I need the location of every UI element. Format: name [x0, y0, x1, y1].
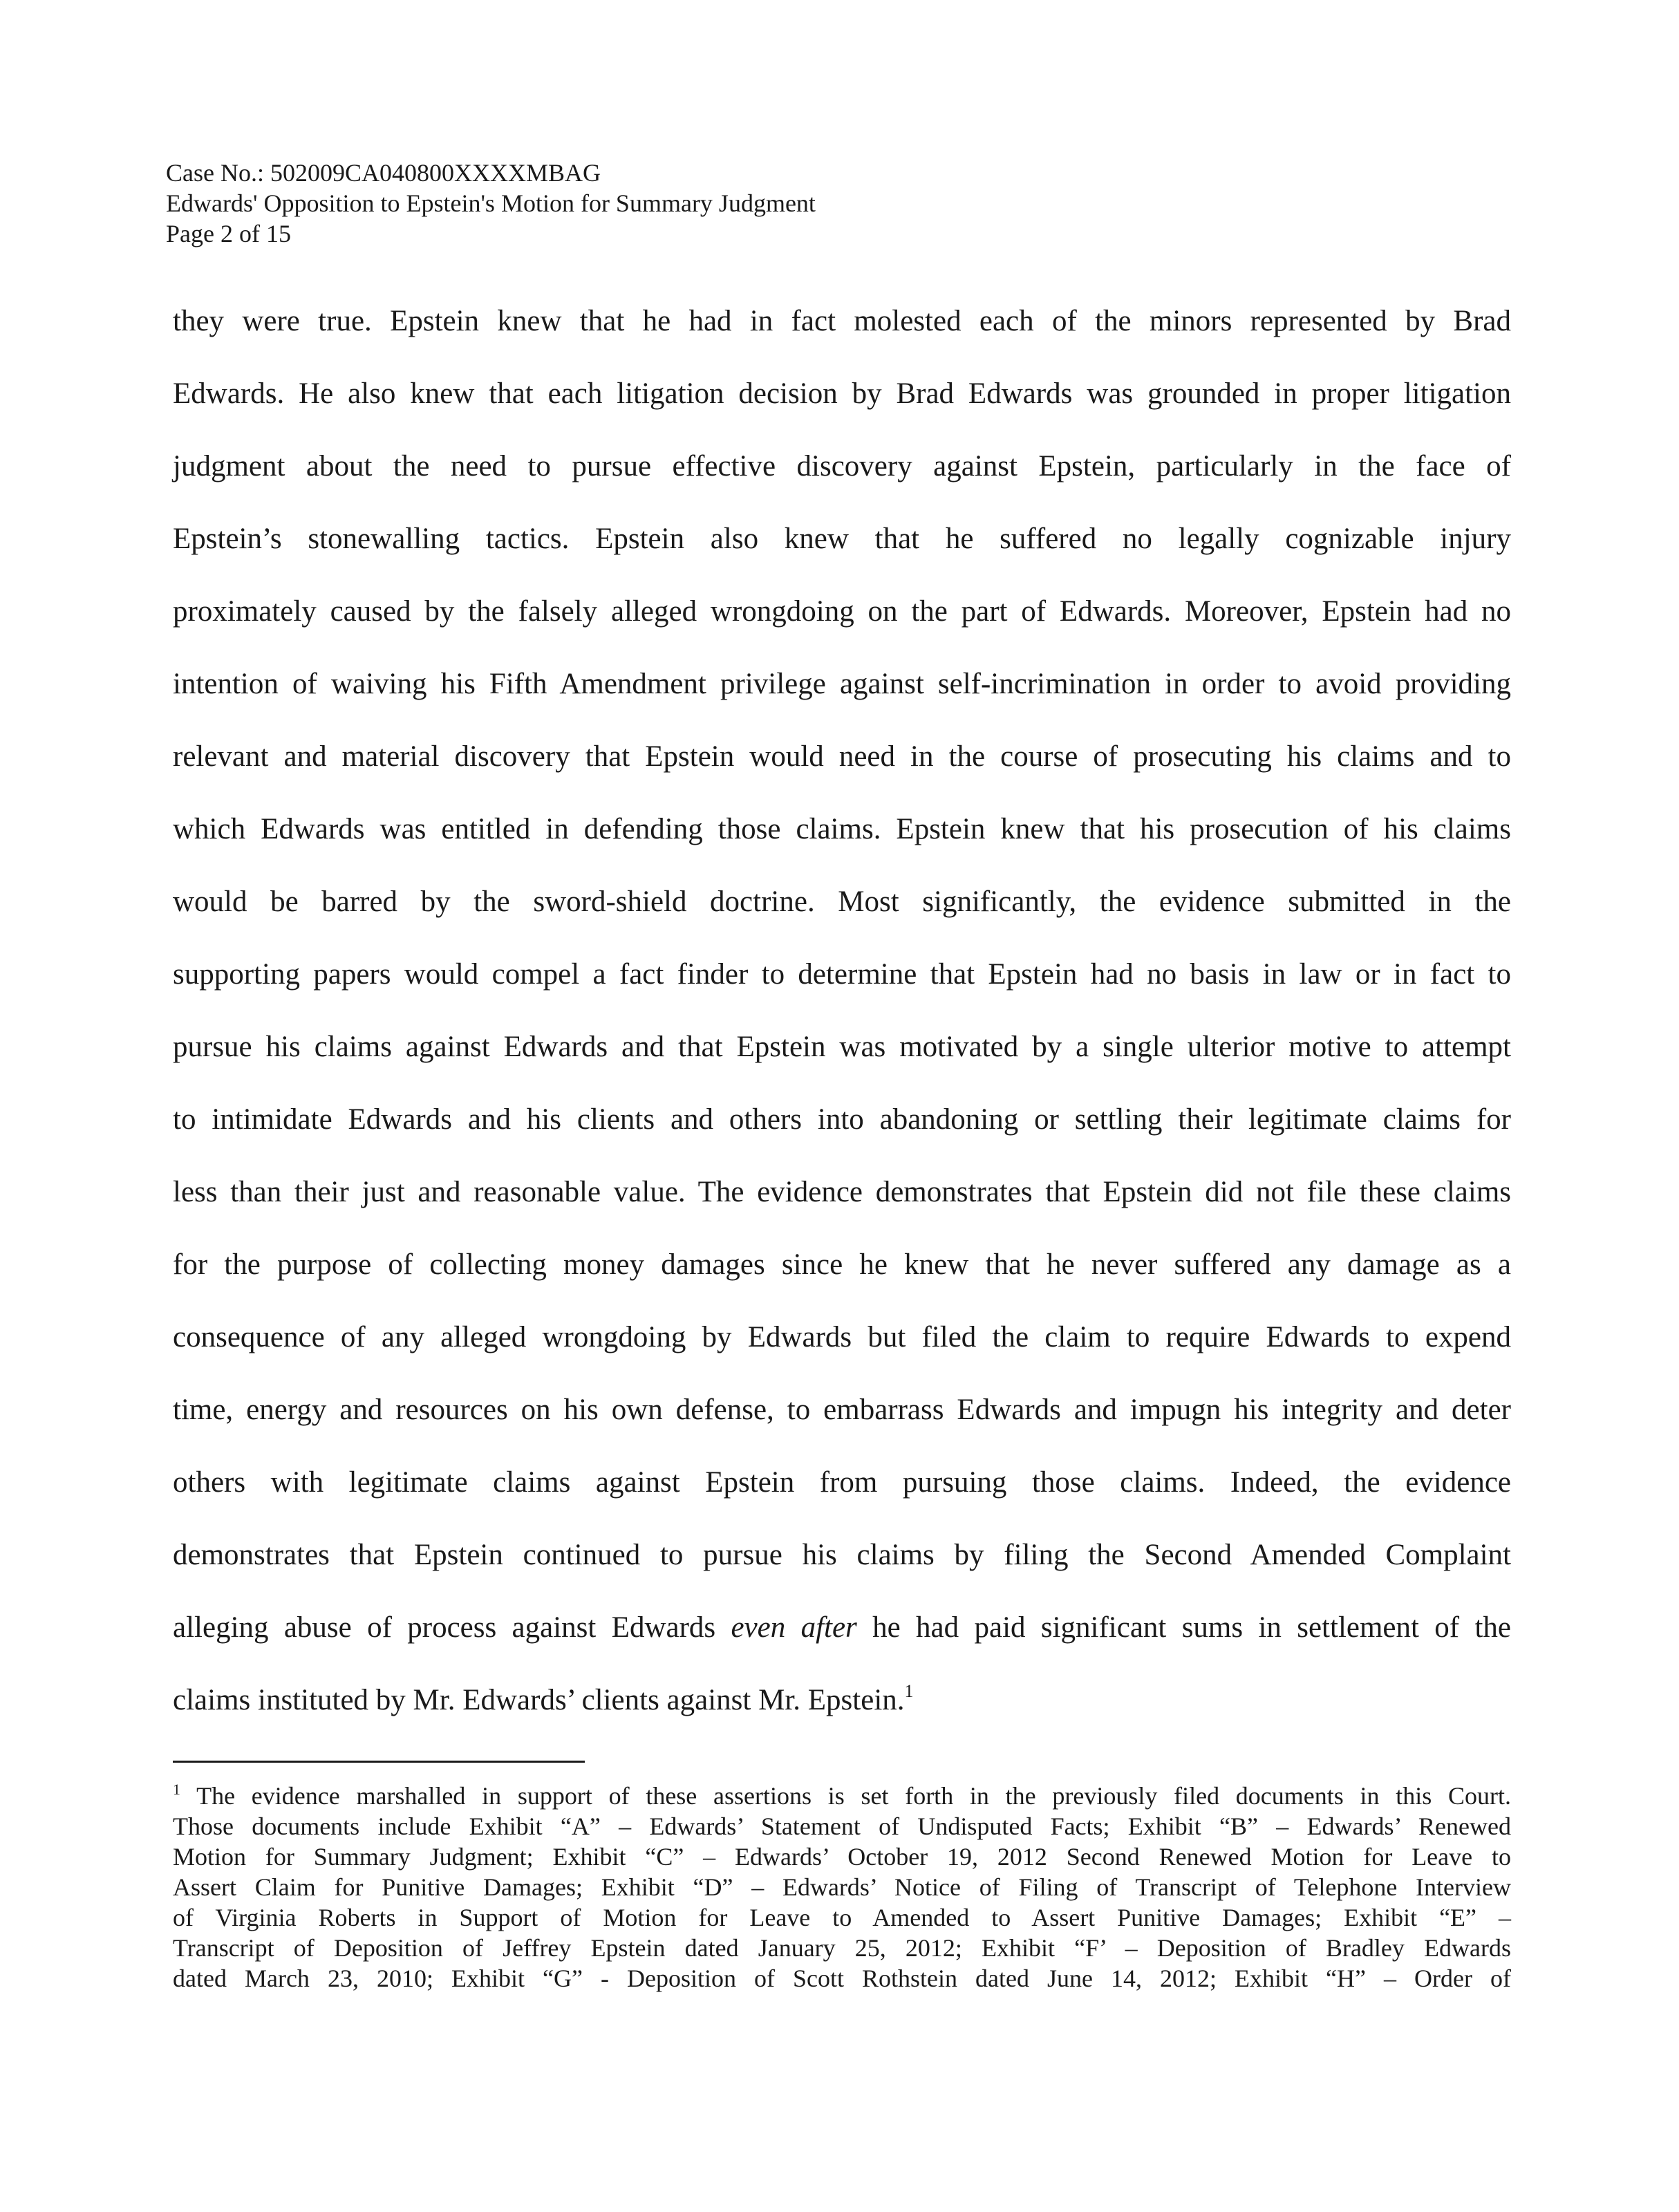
body-line: for the purpose of collecting money damages since he knew that he never suffered any damage as a [173, 1248, 1511, 1281]
body-line: others with legitimate claims against Epstein from pursuing those claims. Indeed, the evidence [173, 1466, 1511, 1499]
footnote-line: of Virginia Roberts in Support of Motion for Leave to Amended to Assert Punitive Damages; Exhibit “E” – [173, 1904, 1511, 1931]
footnote-line: Assert Claim for Punitive Damages; Exhibit “D” – Edwards’ Notice of Filing of Transcript of Telephone Interview [173, 1873, 1511, 1901]
footnote [173, 1781, 1511, 1994]
body-line: Edwards. He also knew that each litigation decision by Brad Edwards was grounded in proper litigation [173, 377, 1511, 410]
body-line: pursue his claims against Edwards and that Epstein was motivated by a single ulterior motive to attempt [173, 1031, 1511, 1063]
body-line: they were true. Epstein knew that he had in fact molested each of the minors represented by Brad [173, 305, 1511, 337]
footnote-reference[interactable]: 1 [904, 1681, 914, 1701]
body-line: to intimidate Edwards and his clients and others into abandoning or settling their legitimate claims for [173, 1103, 1511, 1136]
body-text-segment: claims instituted by Mr. Edwards’ clients against Mr. Epstein. [173, 1684, 905, 1716]
document-title: Edwards' Opposition to Epstein's Motion for Summary Judgment [166, 189, 816, 217]
body-line: intention of waiving his Fifth Amendment privilege against self-incrimination in order to avoid providing [173, 668, 1511, 700]
page-header [166, 158, 816, 249]
footnote-line: Transcript of Deposition of Jeffrey Epstein dated January 25, 2012; Exhibit “F’ – Deposition of Bradley Edwards [173, 1934, 1511, 1962]
body-line: Epstein’s stonewalling tactics. Epstein also knew that he suffered no legally cognizable injury [173, 523, 1511, 555]
body-line: judgment about the need to pursue effective discovery against Epstein, particularly in the face of [173, 450, 1511, 482]
body-paragraph [173, 285, 1511, 1736]
body-line: which Edwards was entitled in defending those claims. Epstein knew that his prosecution of his claims [173, 813, 1511, 845]
page-number: Page 2 of 15 [166, 220, 291, 247]
footnote-marker: 1 [173, 1781, 180, 1798]
body-line: proximately caused by the falsely alleged wrongdoing on the part of Edwards. Moreover, Epstein had no [173, 595, 1511, 628]
emphasis-text: even after [731, 1611, 857, 1644]
body-line-final [173, 1664, 1511, 1736]
body-line: time, energy and resources on his own defense, to embarrass Edwards and impugn his integrity and deter [173, 1394, 1511, 1426]
body-text-segment: alleging abuse of process against Edwards [173, 1611, 731, 1644]
body-line: relevant and material discovery that Epstein would need in the course of prosecuting his claims and to [173, 740, 1511, 773]
body-line: consequence of any alleged wrongdoing by Edwards but filed the claim to require Edwards to expend [173, 1321, 1511, 1353]
footnote-line [173, 1781, 1511, 1811]
body-line: demonstrates that Epstein continued to pursue his claims by filing the Second Amended Complaint [173, 1539, 1511, 1571]
body-line-emphasis [173, 1591, 1511, 1664]
body-line: would be barred by the sword-shield doctrine. Most significantly, the evidence submitted in the [173, 885, 1511, 918]
footnote-line: dated March 23, 2010; Exhibit “G” - Deposition of Scott Rothstein dated June 14, 2012; Exhibit “H” – Order of [173, 1965, 1511, 1992]
body-text-segment: he had paid significant sums in settlement of the [856, 1611, 1511, 1644]
body-line: less than their just and reasonable value. The evidence demonstrates that Epstein did not file these claims [173, 1176, 1511, 1208]
footnote-divider [173, 1761, 585, 1763]
case-number: Case No.: 502009CA040800XXXXMBAG [166, 159, 601, 187]
footnote-line: Motion for Summary Judgment; Exhibit “C” – Edwards’ October 19, 2012 Second Renewed Motion for Leave to [173, 1843, 1511, 1871]
footnote-text: The evidence marshalled in support of these assertions is set forth in the previously filed documents in this Court. [180, 1782, 1511, 1810]
footnote-line: Those documents include Exhibit “A” – Edwards’ Statement of Undisputed Facts; Exhibit “B” – Edwards’ Renewed [173, 1812, 1511, 1840]
body-line: supporting papers would compel a fact finder to determine that Epstein had no basis in law or in fact to [173, 958, 1511, 991]
